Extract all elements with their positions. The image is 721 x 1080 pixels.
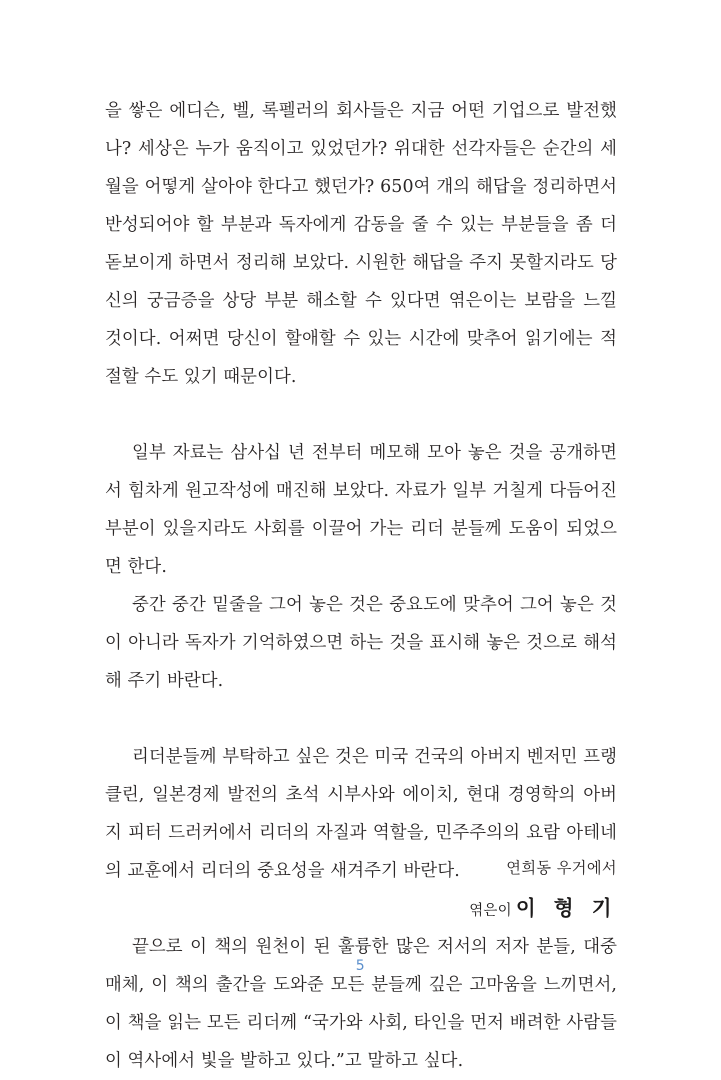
paragraph-spacer-1 <box>105 396 617 434</box>
paragraph-1: 을 쌓은 에디슨, 벨, 록펠러의 회사들은 지금 어떤 기업으로 발전했나? 세상은 누가 움직이고 있었던가? 위대한 선각자들은 순간의 세월을 어떻게 살아야 한다고 했던가? 650여 개의 해답을 정리하면서 반성되어야 할 부분과 독자에게 감동을 줄 수 있는 부분들을 좀 더 돋보이게 하면서 정리해 보았다. 시원한 해답을 주지 못할지라도 당신의 궁금증을 상당 부분 해소할 수 있다면 엮은이는 보람을 느낄 것이다. 어쩌면 당신이 할애할 수 있는 시간에 맞추어 읽기에는 적절할 수도 있기 때문이다. <box>105 101 617 387</box>
signature-role: 엮은이 <box>469 903 512 919</box>
signature-place: 연희동 우거에서 <box>506 859 617 877</box>
signature-name: 이 형 기 <box>515 896 617 920</box>
page-number: 5 <box>355 958 366 974</box>
paragraph-5: 끝으로 이 책의 원천이 된 훌륭한 많은 저서의 저자 분들, 대중 매체, 이 책의 출간을 도와준 모든 분들께 깊은 고마움을 느끼면서, 이 책을 읽는 모든 리더께 “국가와 사회, 타인을 먼저 배려한 사람들이 역사에서 빛을 발하고 있다.”고 말하고 싶다. <box>105 937 617 1071</box>
paragraph-spacer-2 <box>105 700 617 738</box>
paragraph-4: 리더분들께 부탁하고 싶은 것은 미국 건국의 아버지 벤저민 프랭클린, 일본경제 발전의 초석 시부사와 에이치, 현대 경영학의 아버지 피터 드러커에서 리더의 자질과 역할을, 민주주의의 요람 아테네의 교훈에서 리더의 중요성을 새겨주기 바란다. <box>105 747 617 881</box>
signature-author <box>105 893 617 926</box>
paragraph-2: 일부 자료는 삼사십 년 전부터 메모해 모아 놓은 것을 공개하면서 힘차게 원고작성에 매진해 보았다. 자료가 일부 거칠게 다듬어진 부분이 있을지라도 사회를 이끌어 가는 리더 분들께 도움이 되었으면 한다. <box>105 443 617 577</box>
paragraph-3: 중간 중간 밑줄을 그어 놓은 것은 중요도에 맞추어 그어 놓은 것이 아니라 독자가 기억하였으면 하는 것을 표시해 놓은 것으로 해석해 주기 바란다. <box>105 595 617 691</box>
page-body-text <box>105 92 617 1080</box>
